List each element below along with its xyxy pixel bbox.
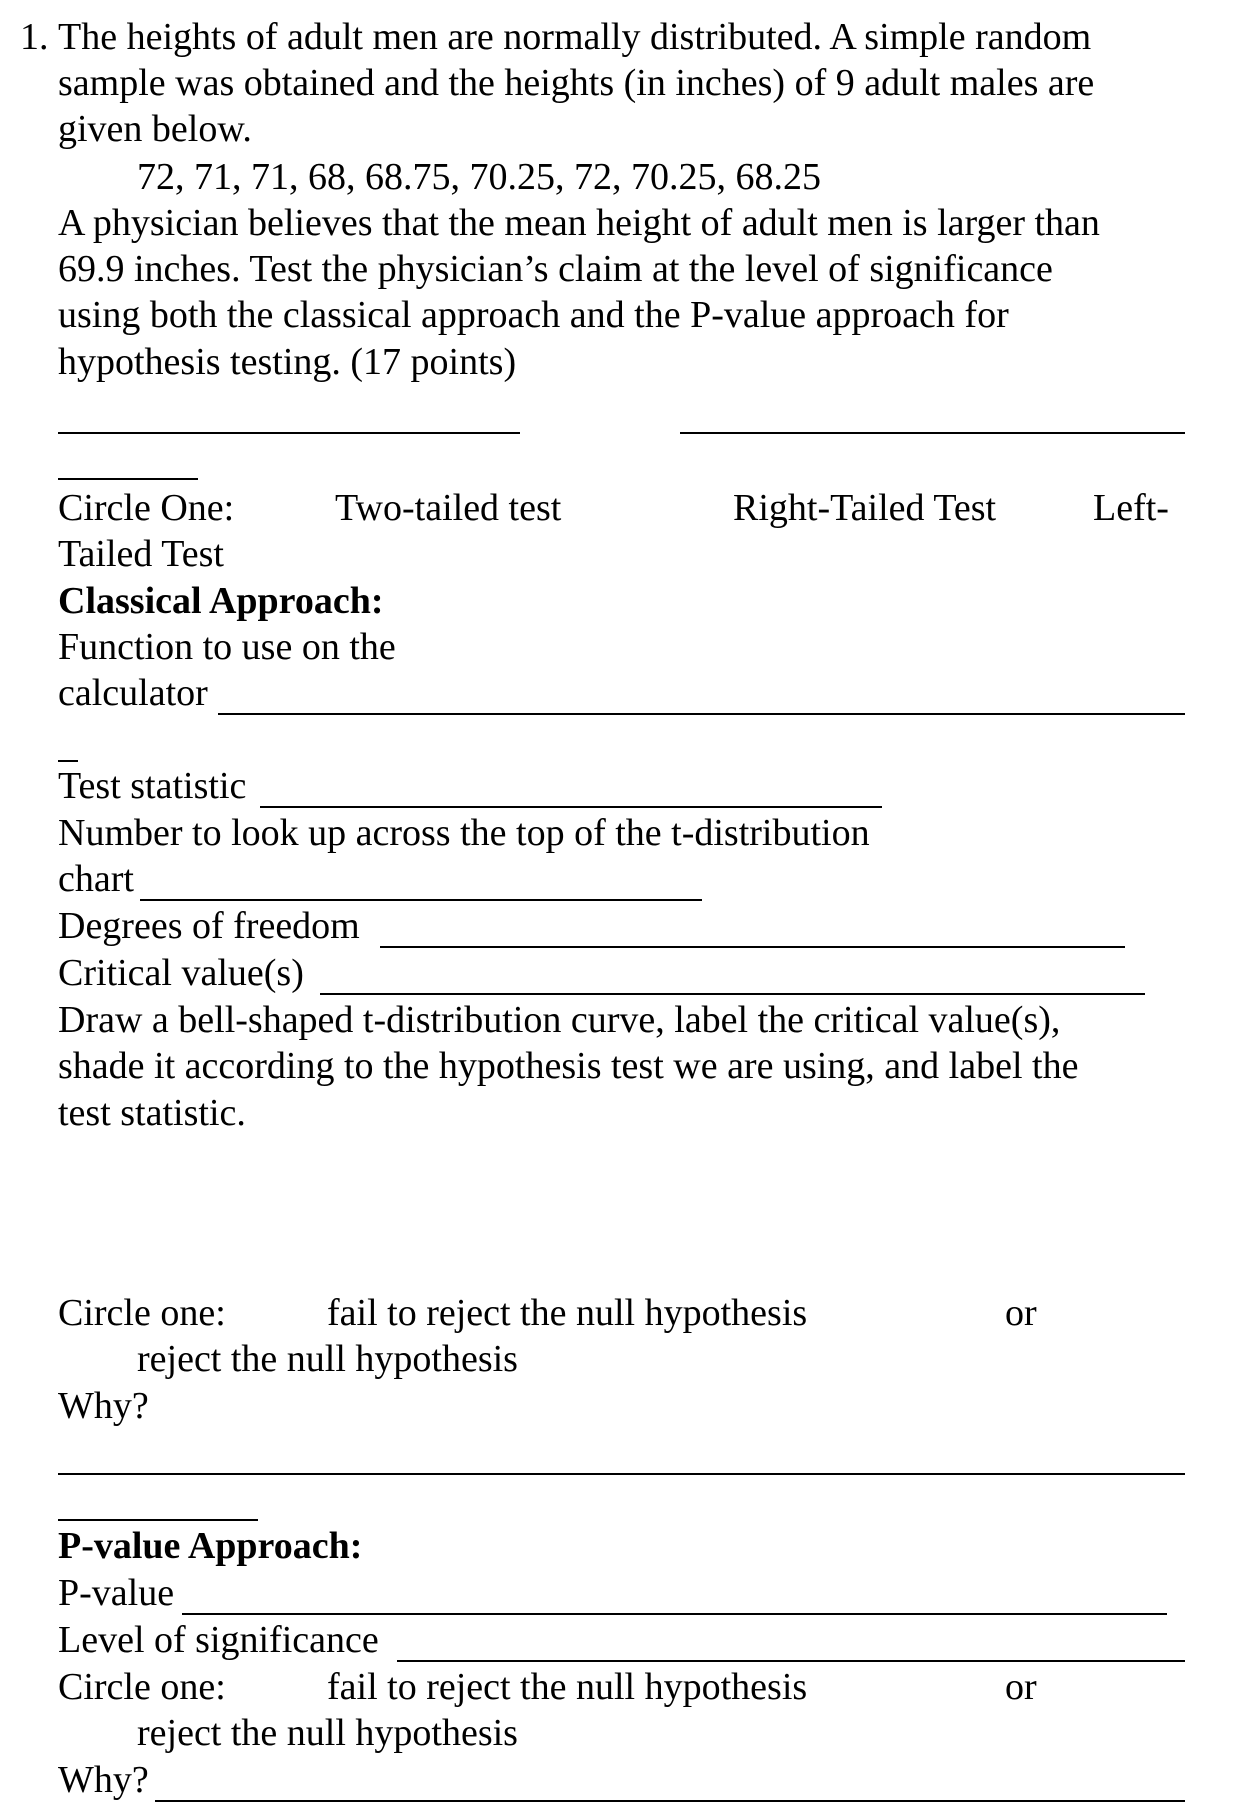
two-tailed-option[interactable]: Two-tailed test: [335, 487, 562, 529]
pvalue-why-blank[interactable]: [155, 1800, 1185, 1802]
p-value-blank[interactable]: [182, 1613, 1167, 1615]
pvalue-why-label: Why?: [58, 1759, 149, 1801]
lookup-label-line2: chart: [58, 858, 134, 900]
pvalue-fail-option[interactable]: fail to reject the null hypothesis: [327, 1666, 808, 1708]
claim-line-1: A physician believes that the mean height of adult men is larger than: [58, 202, 1100, 244]
left-tailed-option-part2[interactable]: Tailed Test: [58, 533, 224, 575]
classical-or-text: or: [1005, 1292, 1037, 1334]
hypothesis-blank-continuation[interactable]: [58, 478, 198, 480]
lookup-label-line1: Number to look up across the top of the t-distribution: [58, 812, 870, 854]
function-label-line1: Function to use on the: [58, 626, 396, 668]
classical-approach-heading: Classical Approach:: [58, 580, 384, 622]
test-statistic-label: Test statistic: [58, 765, 247, 807]
pvalue-decision-label: Circle one:: [58, 1666, 226, 1708]
draw-instruction-line3: test statistic.: [58, 1092, 246, 1134]
level-of-significance-label: Level of significance: [58, 1619, 379, 1661]
right-tailed-option[interactable]: Right-Tailed Test: [733, 487, 997, 529]
lookup-blank[interactable]: [140, 899, 702, 901]
function-blank-continuation[interactable]: [58, 760, 78, 762]
pvalue-approach-heading: P-value Approach:: [58, 1525, 363, 1567]
claim-line-2: 69.9 inches. Test the physician’s claim at the level of significance: [58, 248, 1053, 290]
intro-line-3: given below.: [58, 108, 252, 150]
function-blank[interactable]: [218, 713, 1185, 715]
classical-why-blank[interactable]: [58, 1473, 1185, 1475]
null-hypothesis-blank[interactable]: [58, 432, 520, 434]
classical-fail-option[interactable]: fail to reject the null hypothesis: [327, 1292, 808, 1334]
pvalue-reject-option[interactable]: reject the null hypothesis: [137, 1712, 518, 1754]
classical-why-label: Why?: [58, 1385, 149, 1427]
pvalue-or-text: or: [1005, 1666, 1037, 1708]
tail-choice-label: Circle One:: [58, 487, 235, 529]
degrees-of-freedom-label: Degrees of freedom: [58, 905, 360, 947]
degrees-of-freedom-blank[interactable]: [380, 946, 1125, 948]
question-number: 1.: [20, 16, 49, 58]
p-value-label: P-value: [58, 1572, 175, 1614]
classical-decision-label: Circle one:: [58, 1292, 226, 1334]
draw-instruction-line1: Draw a bell-shaped t-distribution curve, label the critical value(s),: [58, 999, 1061, 1041]
intro-line-1: The heights of adult men are normally distributed. A simple random: [58, 16, 1092, 58]
function-label-line2: calculator: [58, 672, 208, 714]
classical-why-blank-continuation[interactable]: [58, 1519, 258, 1521]
claim-line-3: using both the classical approach and the P-value approach for: [58, 294, 1009, 336]
claim-line-4: hypothesis testing. (17 points): [58, 341, 517, 383]
critical-values-label: Critical value(s): [58, 952, 304, 994]
draw-instruction-line2: shade it according to the hypothesis test we are using, and label the: [58, 1045, 1079, 1087]
alternative-hypothesis-blank[interactable]: [680, 432, 1185, 434]
test-statistic-blank[interactable]: [260, 806, 882, 808]
critical-values-blank[interactable]: [320, 993, 1145, 995]
classical-reject-option[interactable]: reject the null hypothesis: [137, 1338, 518, 1380]
data-values: 72, 71, 71, 68, 68.75, 70.25, 72, 70.25, 68.25: [137, 156, 821, 198]
left-tailed-option-part1[interactable]: Left-: [1093, 487, 1169, 529]
level-of-significance-blank[interactable]: [397, 1660, 1185, 1662]
intro-line-2: sample was obtained and the heights (in inches) of 9 adult males are: [58, 62, 1095, 104]
